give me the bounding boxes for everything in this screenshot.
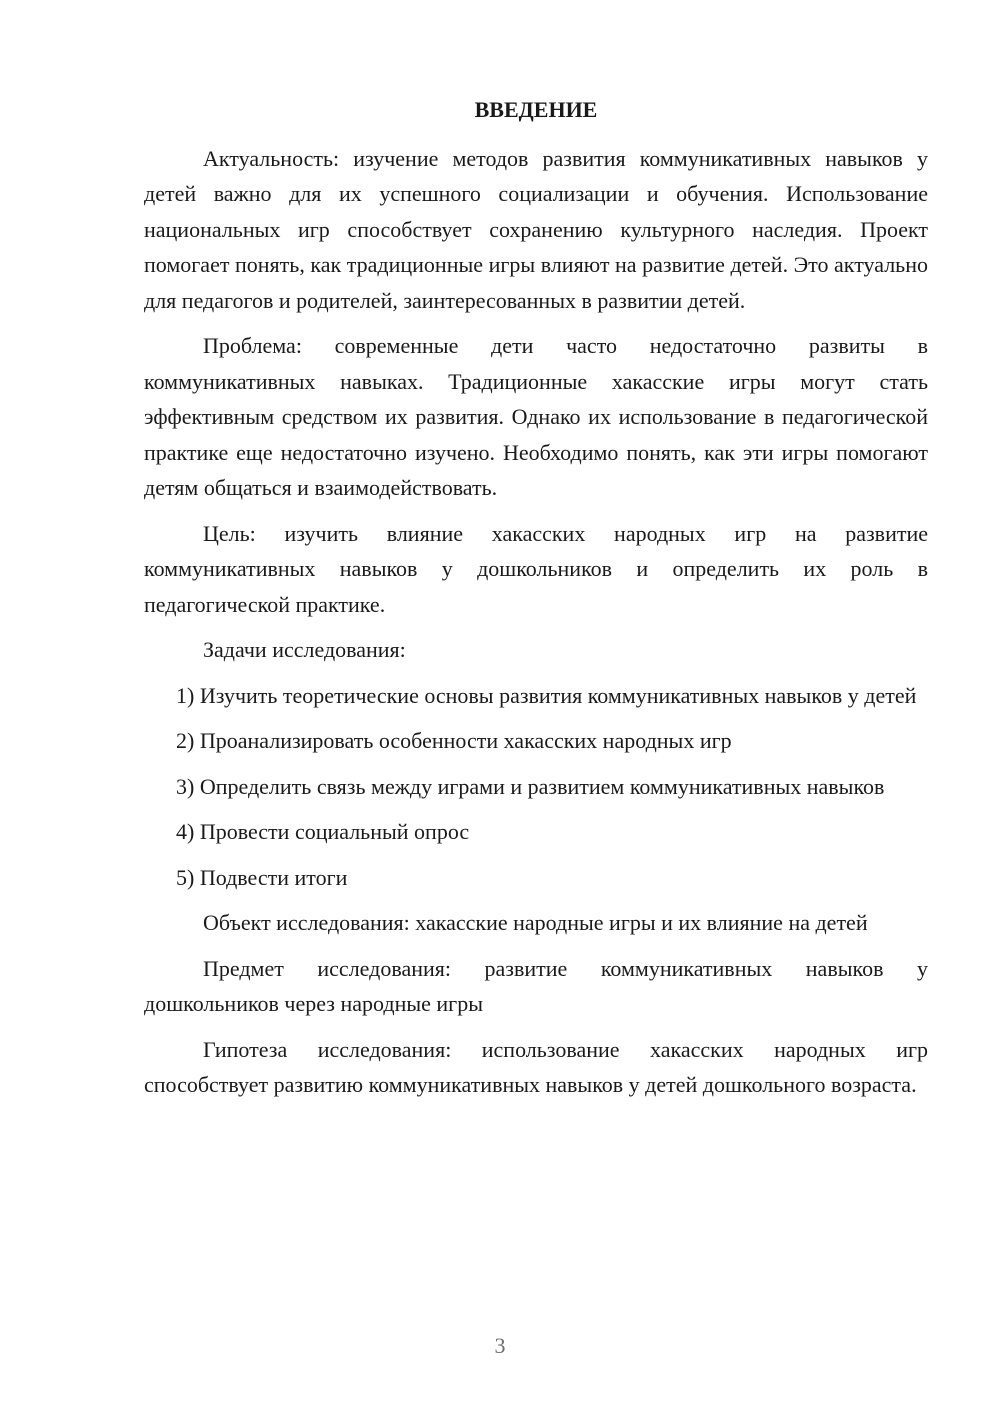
page-number: 3 (494, 1333, 506, 1358)
paragraph-problem: Проблема: современные дети часто недостаточно развиты в коммуникативных навыках. Традиционные хакасские игры могут стать эффективным средством их развития. Однако их использование в педагогической практике еще недостаточно изучено. Необходимо понять, как эти игры помогают детям общаться и взаимодействовать. (144, 333, 928, 500)
task-item-1: 1) Изучить теоретические основы развития коммуникативных навыков у детей (176, 682, 917, 708)
task-item-3: 3) Определить связь между играми и развитием коммуникативных навыков (176, 773, 885, 799)
page-content (144, 92, 928, 1113)
paragraph-relevance: Актуальность: изучение методов развития коммуникативных навыков у детей важно для их успешного социализации и обучения. Использование национальных игр способствует сохранению культурного наследия. Проект помогает понять, как традиционные игры влияют на развитие детей. Это актуально для педагогов и родителей, заинтересованных в развитии детей. (144, 145, 928, 313)
paragraph-subject: Предмет исследования: развитие коммуникативных навыков у дошкольников через народные игры (144, 955, 928, 1016)
paragraph-object: Объект исследования: хакасские народные игры и их влияние на детей (203, 910, 868, 935)
page-title: ВВЕДЕНИЕ (474, 97, 598, 122)
paragraph-goal: Цель: изучить влияние хакасских народных игр на развитие коммуникативных навыков у дошкольников и определить их роль в педагогической практике. (144, 520, 928, 617)
paragraph-tasks-heading: Задачи исследования: (203, 637, 406, 662)
paragraph-hypothesis: Гипотеза исследования: использование хакасских народных игр способствует развитию коммуникативных навыков у детей дошкольного возраста. (144, 1036, 928, 1097)
task-item-4: 4) Провести социальный опрос (176, 819, 470, 844)
task-item-2: 2) Проанализировать особенности хакасских народных игр (176, 728, 732, 753)
task-item-5: 5) Подвести итоги (176, 864, 348, 890)
